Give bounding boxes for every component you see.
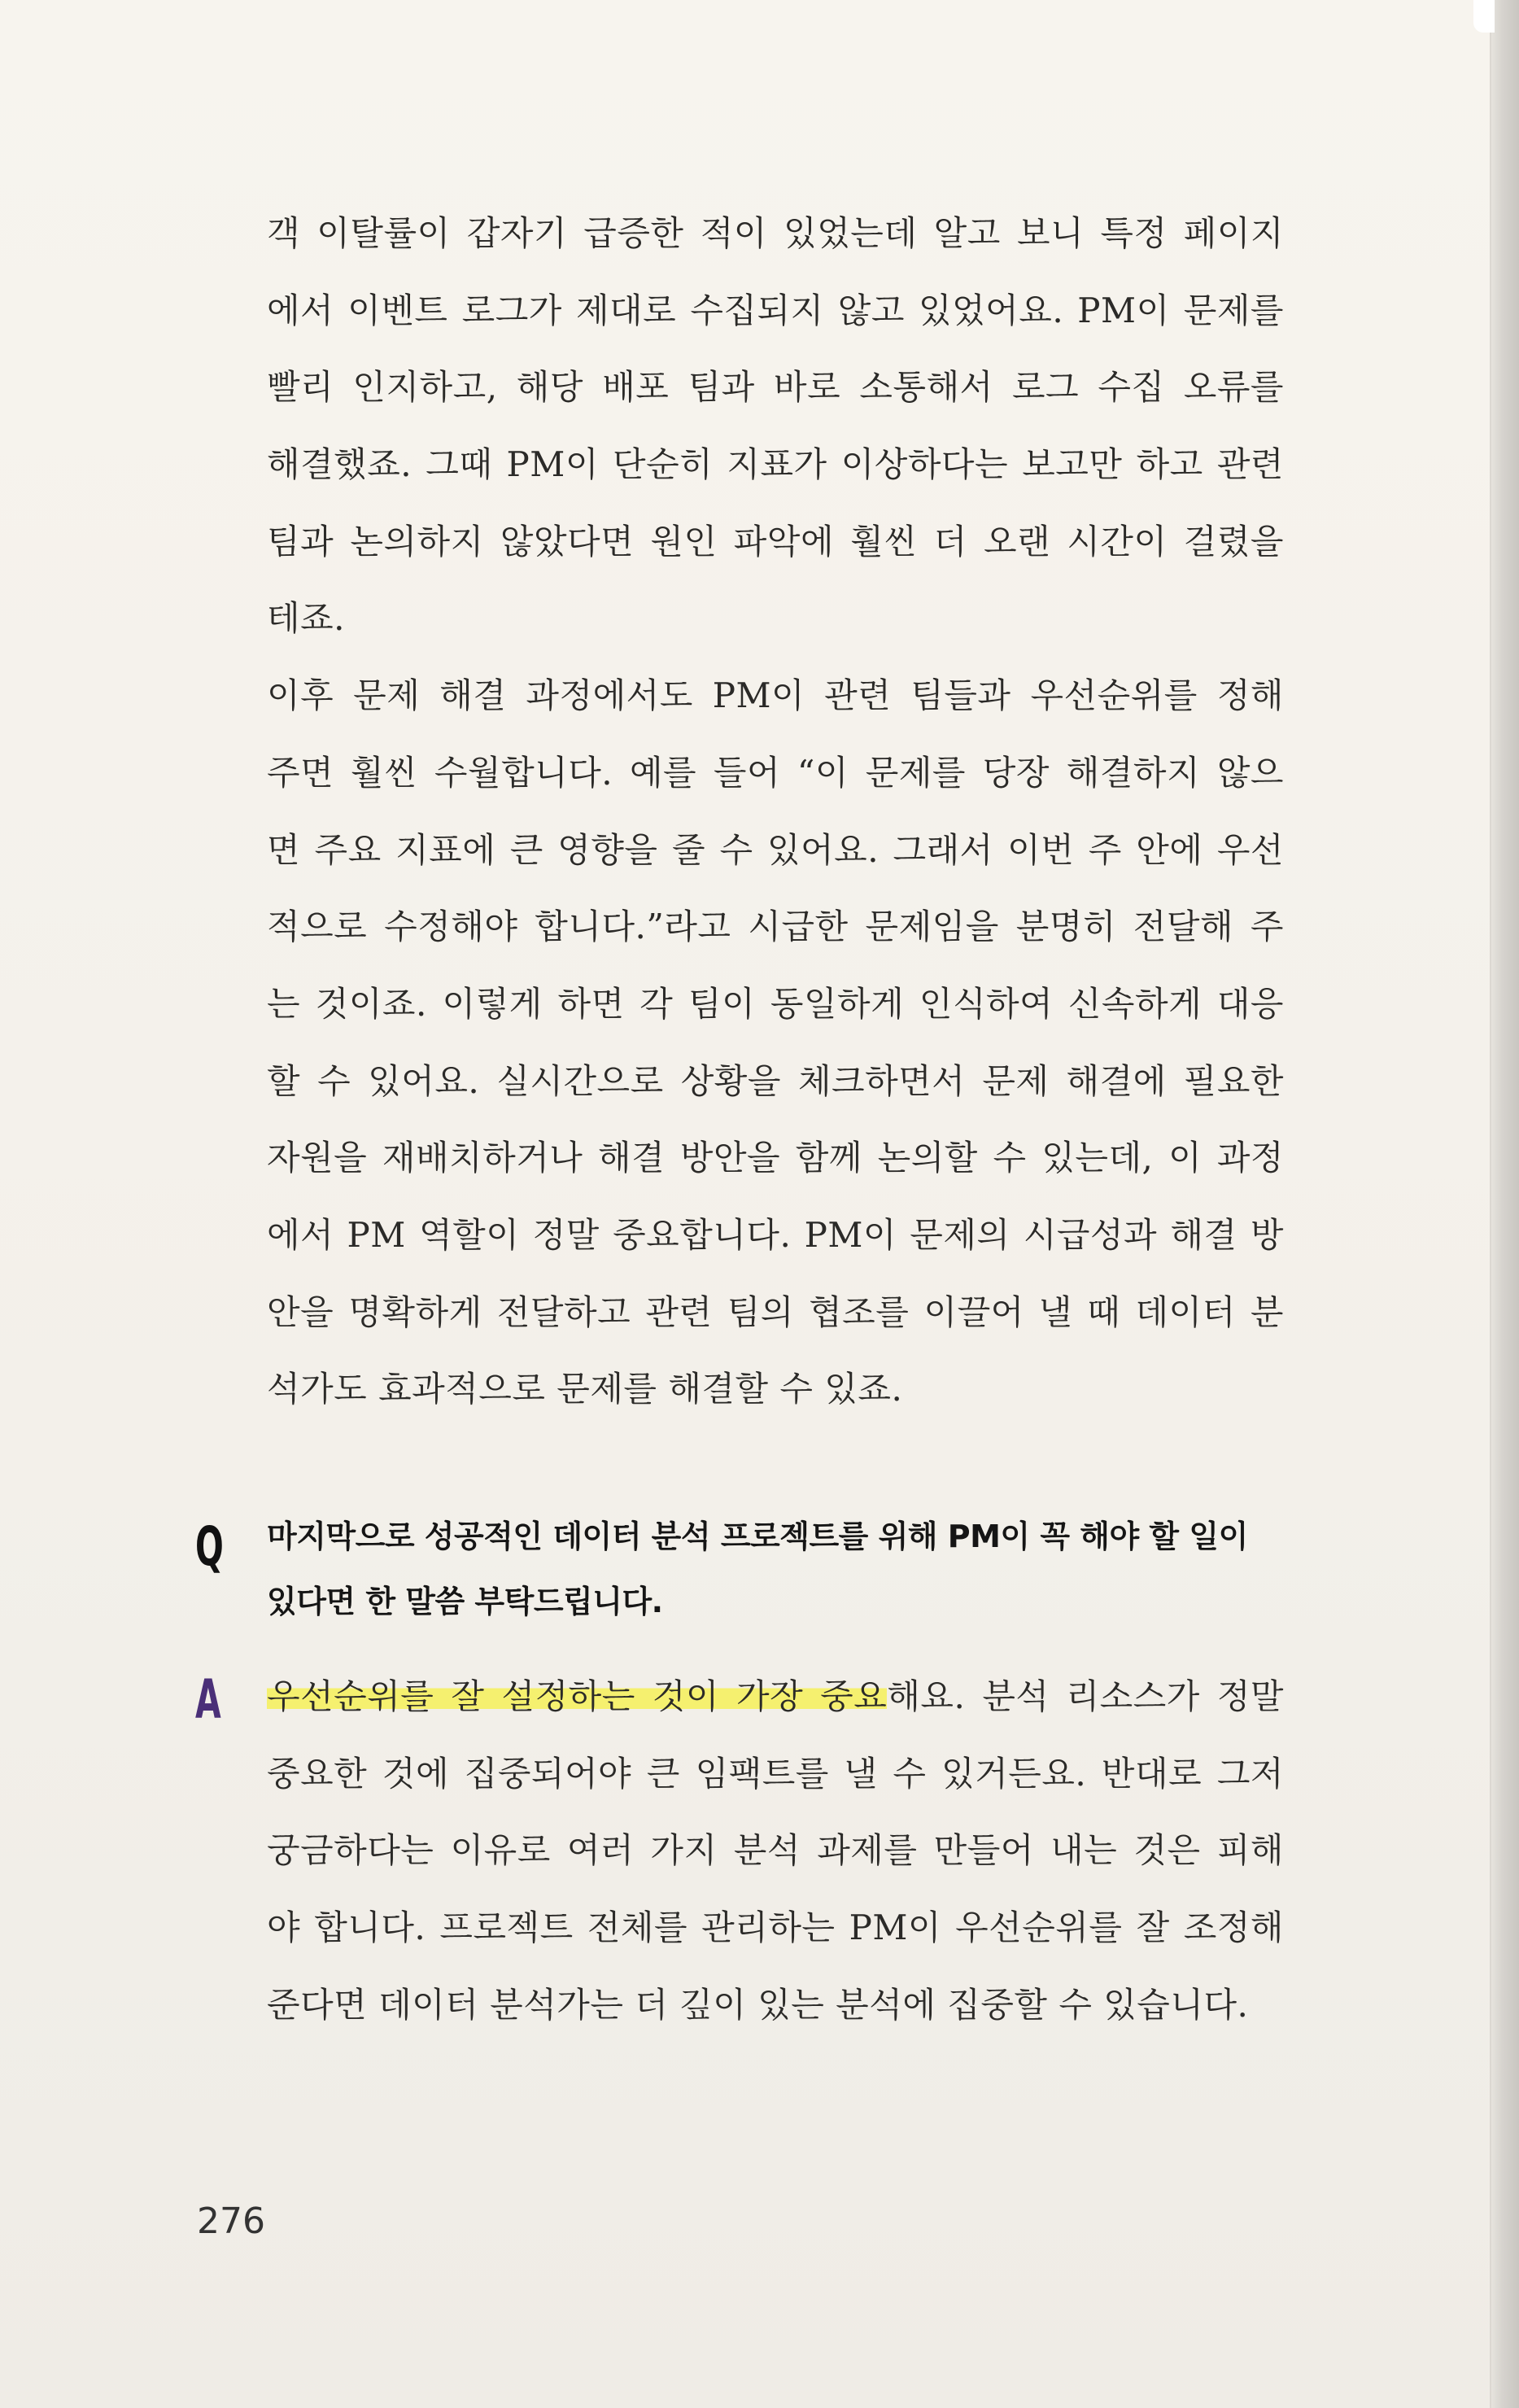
question-mark-letter: Q [195, 1515, 224, 1578]
body-line: 빨리 인지하고, 해당 배포 팀과 바로 소통해서 로그 수집 오류를 [267, 367, 1284, 408]
body-line: 안을 명확하게 전달하고 관련 팀의 협조를 이끌어 낼 때 데이터 분 [267, 1291, 1284, 1332]
body-line: 면 주요 지표에 큰 영향을 줄 수 있어요. 그래서 이번 주 안에 우선 [267, 829, 1284, 870]
body-line: 적으로 수정해야 합니다.”라고 시급한 문제임을 분명히 전달해 주 [267, 907, 1284, 947]
body-line: 이후 문제 해결 과정에서도 PM이 관련 팀들과 우선순위를 정해 [267, 675, 1284, 716]
body-line: 할 수 있어요. 실시간으로 상황을 체크하면서 문제 해결에 필요한 [267, 1060, 1284, 1101]
answer-line: 준다면 데이터 분석가는 더 깊이 있는 분석에 집중할 수 있습니다. [267, 1984, 1249, 2025]
answer-line: 궁금하다는 이유로 여러 가지 분석 과제를 만들어 내는 것은 피해 [267, 1830, 1284, 1871]
answer-line-rest: 해요. 분석 리소스가 정말 [887, 1676, 1285, 1716]
body-line: 테죠. [267, 598, 345, 639]
body-line: 는 것이죠. 이렇게 하면 각 팀이 동일하게 인식하여 신속하게 대응 [267, 983, 1284, 1024]
question-text [267, 1504, 1284, 1634]
highlighted-text: 우선순위를 잘 설정하는 것이 가장 중요 [267, 1676, 888, 1716]
question-line: 마지막으로 성공적인 데이터 분석 프로젝트를 위해 PM이 꼭 해야 할 일이 [267, 1519, 1248, 1554]
body-line: 객 이탈률이 갑자기 급증한 적이 있었는데 알고 보니 특정 페이지 [267, 213, 1284, 253]
body-line: 주면 훨씬 수월합니다. 예를 들어 “이 문제를 당장 해결하지 않으 [267, 752, 1284, 793]
page-corner [1473, 0, 1495, 33]
answer-line: 중요한 것에 집중되어야 큰 임팩트를 낼 수 있거든요. 반대로 그저 [267, 1753, 1284, 1794]
body-line: 해결했죠. 그때 PM이 단순히 지표가 이상하다는 보고만 하고 관련 [267, 444, 1284, 485]
page-number: 276 [197, 2200, 265, 2242]
body-line: 에서 PM 역할이 정말 중요합니다. PM이 문제의 시급성과 해결 방 [267, 1214, 1284, 1255]
body-text [267, 195, 1284, 1428]
body-line: 석가도 효과적으로 문제를 해결할 수 있죠. [267, 1369, 903, 1409]
page-edge [1490, 0, 1519, 2408]
body-line: 에서 이벤트 로그가 제대로 수집되지 않고 있었어요. PM이 문제를 [267, 290, 1284, 330]
question-line: 있다면 한 말씀 부탁드립니다. [267, 1584, 663, 1619]
body-line: 팀과 논의하지 않았다면 원인 파악에 훨씬 더 오랜 시간이 걸렸을 [267, 521, 1284, 562]
answer-line [267, 1659, 1284, 1736]
answer-line: 야 합니다. 프로젝트 전체를 관리하는 PM이 우선순위를 잘 조정해 [267, 1908, 1284, 1948]
answer-mark-letter: A [195, 1668, 221, 1731]
answer-text [267, 1659, 1284, 2043]
body-line: 자원을 재배치하거나 해결 방안을 함께 논의할 수 있는데, 이 과정 [267, 1138, 1284, 1178]
